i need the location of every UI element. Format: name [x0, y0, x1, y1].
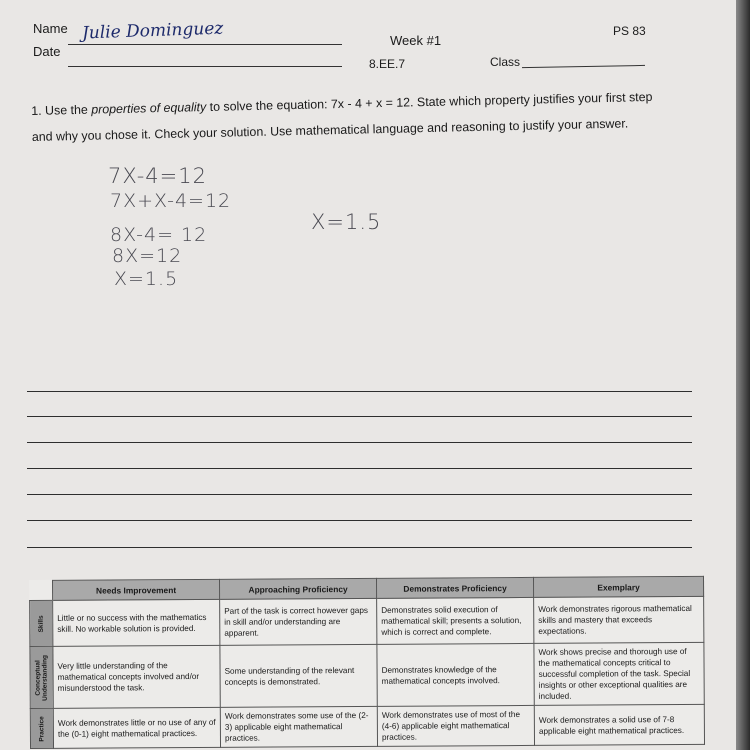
- rubric-cell: Work demonstrates rigorous mathematical skills and mastery that exceeds expectations.: [534, 596, 704, 643]
- school-label: PS 83: [613, 24, 646, 38]
- writing-line: [27, 494, 692, 495]
- writing-line: [27, 416, 692, 417]
- rubric-header: Needs Improvement: [53, 579, 220, 600]
- rubric-category: [30, 646, 53, 708]
- rubric-category-label: Conceptual Understanding: [34, 654, 49, 701]
- writing-line: [27, 468, 692, 469]
- question-text-part: to solve the equation: 7x - 4 + x = 12. State which property justifies your first step: [209, 89, 653, 114]
- work-line-1: 7X-4=12: [108, 164, 207, 188]
- rubric-cell: Very little understanding of the mathematical concepts involved and/or misunderstood the task.: [53, 645, 220, 708]
- rubric-category: [30, 600, 53, 646]
- rubric-cell: Demonstrates knowledge of the mathematical concepts involved.: [377, 643, 534, 706]
- rubric-corner: [30, 580, 53, 600]
- standard-label: 8.EE.7: [369, 57, 406, 71]
- rubric-header: Approaching Proficiency: [219, 578, 376, 599]
- name-label: Name: [33, 21, 68, 36]
- rubric-row-practice: [30, 704, 704, 748]
- class-label: Class: [490, 55, 521, 69]
- writing-line: [27, 442, 692, 443]
- rubric-row-skills: [30, 596, 704, 646]
- date-label: Date: [33, 44, 61, 59]
- rubric-header: Exemplary: [533, 576, 703, 597]
- rubric-cell: Little or no success with the mathematics skill. No workable solution is provided.: [53, 599, 220, 646]
- rubric-cell: Work demonstrates some use of the (2-3) applicable eight mathematical practices.: [220, 706, 377, 747]
- student-name: Julie Dominguez: [81, 18, 224, 44]
- rubric-cell: Part of the task is correct however gaps in skill and/or understanding are apparent.: [220, 598, 377, 645]
- writing-line: [27, 547, 692, 548]
- rubric-header: Demonstrates Proficiency: [376, 577, 533, 598]
- work-line-5: X=1.5: [114, 268, 179, 290]
- question-emphasis: properties of equality: [91, 100, 207, 117]
- final-answer: X=1.5: [311, 210, 382, 234]
- rubric-row-conceptual: [30, 642, 704, 708]
- page-edge-shadow: [736, 0, 750, 750]
- rubric-cell: Demonstrates solid execution of mathematical skill; presents a solution, which is correct and complete.: [377, 597, 534, 644]
- writing-line: [27, 520, 692, 521]
- date-line: [68, 66, 342, 67]
- rubric-table: [29, 576, 705, 749]
- rubric-cell: Some understanding of the relevant concepts is demonstrated.: [220, 644, 377, 707]
- rubric-cell: Work shows precise and thorough use of the mathematical concepts critical to successful completion of the task. Special insights or other exceptional qualities are included.: [534, 642, 704, 705]
- name-line: [68, 44, 342, 45]
- rubric-category: [30, 708, 53, 748]
- rubric-cell: Work demonstrates little or no use of any of the (0-1) eight mathematical practices.: [53, 707, 220, 748]
- week-label: Week #1: [390, 33, 442, 48]
- rubric-category-label: Practice: [38, 715, 46, 742]
- question-number: 1.: [31, 103, 42, 118]
- work-line-3: 8X-4= 12: [110, 224, 208, 246]
- work-line-4: 8X=12: [112, 245, 183, 267]
- rubric-category-label: Skills: [37, 614, 45, 632]
- question-text-part: and why you chose it. Check your solution. Use mathematical language and reasoning to justify your answer.: [31, 116, 629, 144]
- class-line: [522, 65, 645, 68]
- rubric-cell: Work demonstrates a solid use of 7-8 applicable eight mathematical practices.: [534, 704, 704, 745]
- writing-line: [27, 391, 692, 392]
- question-text-part: Use the: [44, 102, 88, 118]
- rubric-cell: Work demonstrates use of most of the (4-6) applicable eight mathematical practices.: [377, 705, 534, 746]
- question-text: [31, 83, 682, 150]
- work-line-2: 7X+X-4=12: [110, 190, 232, 212]
